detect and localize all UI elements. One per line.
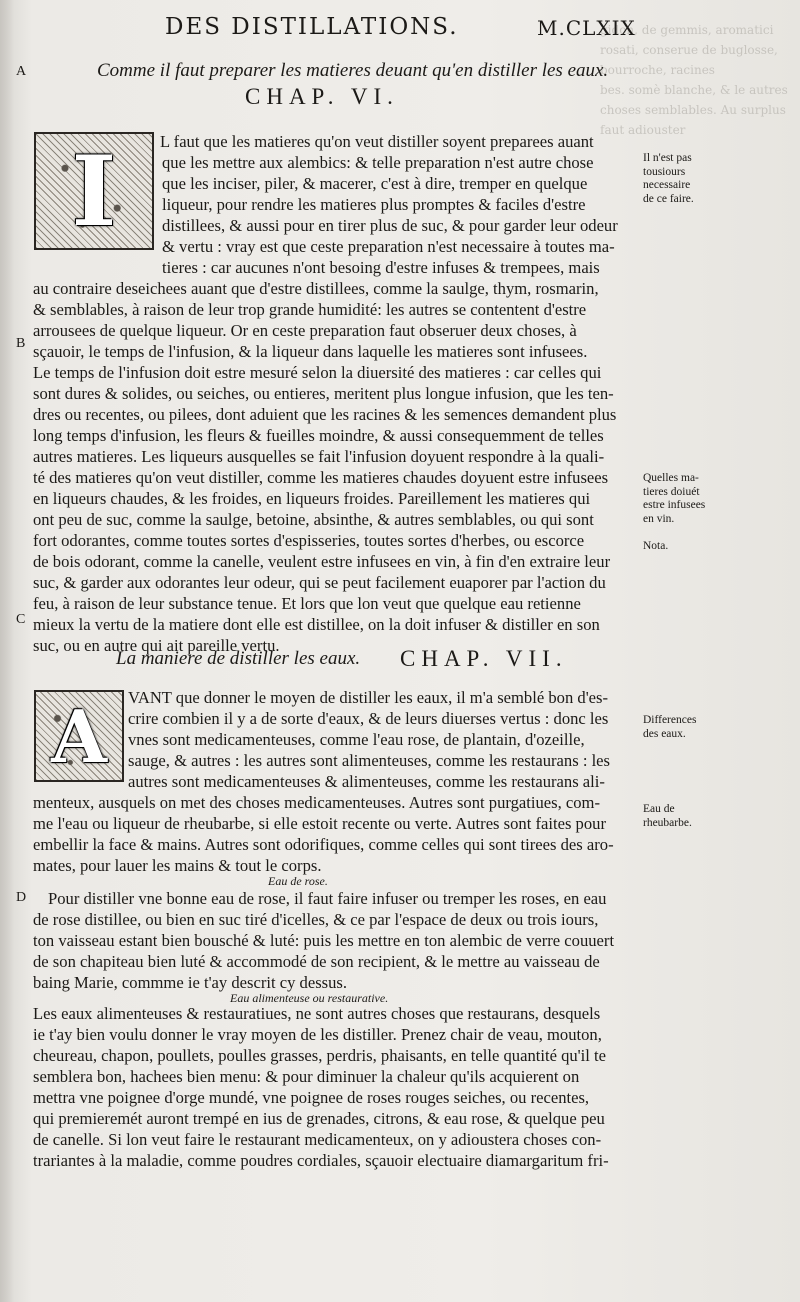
text-line: sauge, & autres : les autres sont alimenteuses, comme les restaurans : les: [128, 751, 611, 770]
section-letter-c: C: [16, 612, 26, 627]
text-line: dres ou recentes, ou pilees, dont aduient que les racines & les semences demandent plus: [33, 405, 617, 424]
margin-note-line: de ce faire.: [643, 192, 694, 205]
text-line: semblera bon, hachees bien menu: & pour diminuer la chaleur qu'ils acquierent on: [33, 1067, 580, 1086]
text-line: ont peu de suc, comme la saulge, betoine, absinthe, & autres semblables, ou qui sont: [33, 510, 594, 529]
margin-note-line: des eaux.: [643, 727, 686, 740]
running-title: DES DISTILLATIONS.: [165, 14, 459, 40]
margin-note-line: en vin.: [643, 512, 675, 525]
text-line: sont dures & solides, ou seiches, ou entieres, meritent plus longue infusion, que les ten-: [33, 384, 614, 403]
text-line: me l'eau ou liqueur de rheubarbe, si elle estoit recente ou verte. Autres sont faites pour: [33, 814, 606, 833]
text-line: autres matieres. Les liqueurs ausquelles se fait l'infusion doyuent respondre à la quali-: [33, 447, 605, 466]
text-line: suc, ou en autre qui ait pareille vertu.: [33, 636, 280, 655]
chapter-6-title: Comme il faut preparer les matieres deuant qu'en distiller les eaux.: [97, 60, 609, 81]
chapter-7-label: CHAP. VII.: [400, 646, 568, 671]
chapter-7-title: La maniere de distiller les eaux.: [116, 648, 361, 669]
text-line: sçauoir, le temps de l'infusion, & la liqueur dans laquelle les matieres sont infusees.: [33, 342, 588, 361]
spine-shadow: [0, 0, 14, 1302]
text-line: distillees, & aussi pour en tirer plus de suc, & pour garder leur odeur: [162, 216, 618, 235]
margin-note-line: necessaire: [643, 179, 691, 191]
text-line: L faut que les matieres qu'on veut distiller soyent preparees auant: [160, 132, 594, 151]
text-line: feu, à raison de leur substance tenue. Et lors que lon veut que quelque eau retienne: [33, 594, 581, 613]
text-line: de canelle. Si lon veut faire le restaurant medicamenteux, on y adioustera choses con-: [33, 1130, 602, 1149]
text-line: Pour distiller vne bonne eau de rose, il faut faire infuser ou tremper les roses, en eau: [48, 889, 607, 908]
margin-note-line: Il n'est pas: [643, 152, 692, 164]
margin-note: [643, 714, 696, 741]
page-header: [0, 6, 800, 40]
text-line: trariantes à la maladie, comme poudres cordiales, sçauoir electuaire diamargaritum fri-: [33, 1151, 609, 1170]
section-letter-d: D: [16, 890, 27, 905]
margin-note-line: rheubarbe.: [643, 816, 692, 829]
margin-note: [643, 152, 694, 206]
text-line: & semblables, à raison de leur trop grande humidité: les autres se contentent d'estre: [33, 300, 587, 319]
text-line: embellir la face & mains. Autres sont odorifiques, comme celles qui sont tirees des aro-: [33, 835, 614, 854]
text-line: suc, & garder aux odorantes leur odeur, qui se peut facilement euaporer par l'action du: [33, 573, 606, 592]
margin-note-nota: [643, 540, 668, 554]
text-line: que les mettre aux alembics: & telle preparation n'est autre chose: [162, 153, 594, 172]
folio-number: M.CLXIX: [537, 16, 636, 40]
bleed-through-line: gidon, de gemmis, aromatici rosati, conserue de buglosse, bourroche, racines: [600, 23, 778, 77]
bleed-through-line: bes. somè blanche, & le autres choses semblables. Au surplus faut adiouster: [600, 83, 788, 137]
margin-note-line: tousiours: [643, 165, 686, 178]
text-line: de rose distillee, ou bien en suc tiré d'icelles, & ce par l'espace de deux ou trois iours,: [33, 910, 599, 929]
text-line: menteux, ausquels on met des choses medicamenteuses. Autres sont purgatiues, com-: [33, 793, 600, 812]
subheading-eau-de-rose: Eau de rose.: [268, 874, 328, 888]
text-line: & vertu : vray est que ceste preparation n'est necessaire à toutes ma-: [162, 237, 615, 256]
text-line: de son chapiteau bien luté & accommodé de son recipient, & le mettre au vaisseau de: [33, 952, 600, 971]
subheading-eau-alimenteuse: Eau alimenteuse ou restaurative.: [230, 991, 389, 1005]
text-line: mates, pour lauer les mains & tout le corps.: [33, 856, 322, 875]
margin-note-line: Quelles ma-: [643, 472, 699, 484]
section-letter-a: A: [16, 64, 27, 79]
text-line: liqueur, pour rendre les matieres plus promptes & faciles d'estre: [162, 195, 586, 214]
text-line: au contraire deseichees auant que d'estre distillees, comme la saulge, thym, rosmarin,: [33, 279, 599, 298]
chapter-6-label: CHAP. VI.: [245, 84, 399, 109]
text-line: ton vaisseau estant bien bousché & luté: puis les mettre en ton alembic de verre couuert: [33, 931, 615, 950]
text-line: ie t'ay bien voulu donner le vray moyen de les distiller. Prenez chair de veau, mouton,: [33, 1025, 602, 1044]
text-line: té des matieres qu'on veut distiller, comme les matieres chaudes doyuent estre infusees: [33, 468, 609, 487]
text-line: tieres : car aucunes n'ont besoing d'estre infuses & trempees, mais: [162, 258, 600, 277]
text-line: en liqueurs chaudes, & les froides, en liqueurs froides. Pareillement les matieres qui: [33, 489, 591, 508]
text-line: que les inciser, piler, & macerer, c'est à dire, tremper en quelque: [162, 174, 588, 193]
text-line: mettra vne poignee d'orge mundé, vne poignee de roses rouges seiches, ou recentes,: [33, 1088, 590, 1107]
text-line: fort odorantes, comme toutes sortes d'espisseries, toutes sortes d'herbes, ou escorce: [33, 531, 585, 550]
margin-note: [643, 803, 692, 830]
text-line: crire combien il y a de sorte d'eaux, & de leurs diuerses vertus : donc les: [128, 709, 609, 728]
text-line: arrousees de quelque liqueur. Or en ceste preparation faut obseruer deux choses, à: [33, 321, 577, 340]
text-line: Les eaux alimenteuses & restauratiues, ne sont autres choses que restaurans, desquels: [33, 1004, 601, 1023]
text-line: vnes sont medicamenteuses, comme l'eau rose, de plantain, d'ozeille,: [128, 730, 585, 749]
section-letter-b: B: [16, 336, 26, 351]
initial-letter: I: [71, 134, 117, 248]
text-line: autres sont medicamenteuses & alimenteuses, comme les restaurans ali-: [128, 772, 605, 791]
text-line: mieux la vertu de la matiere dont elle est distillee, on la doit infuser & distiller en son: [33, 615, 600, 634]
text-line: Le temps de l'infusion doit estre mesuré selon la diuersité des matieres : car celles qui: [33, 363, 602, 382]
decorated-initial-i: [34, 132, 154, 250]
text-line: long temps d'infusion, les fleurs & fueilles moindre, & aussi consequemment de telles: [33, 426, 604, 445]
margin-note-line: Nota.: [643, 540, 669, 552]
initial-letter: A: [51, 693, 107, 779]
margin-note-line: tieres doiuét: [643, 485, 700, 498]
text-line: cheureau, chapon, poullets, poulles grasses, perdris, phaisants, en telle quantité qu'il te: [33, 1046, 607, 1065]
margin-note: [643, 472, 705, 526]
decorated-initial-a: [34, 690, 124, 782]
text-line: baing Marie, commme ie t'ay descrit cy dessus.: [33, 973, 348, 992]
margin-note-line: Differences: [643, 714, 697, 726]
margin-note-line: Eau de: [643, 803, 675, 815]
text-line: qui premieremét auront trempé en ius de grenades, citrons, & eau rose, & quelque peu: [33, 1109, 605, 1128]
text-line: VANT que donner le moyen de distiller les eaux, il m'a semblé bon d'es-: [128, 688, 609, 707]
text-line: de bois odorant, comme la canelle, veulent estre infusees en vin, à fin d'en extraire leur: [33, 552, 611, 571]
margin-note-line: estre infusees: [643, 499, 706, 511]
